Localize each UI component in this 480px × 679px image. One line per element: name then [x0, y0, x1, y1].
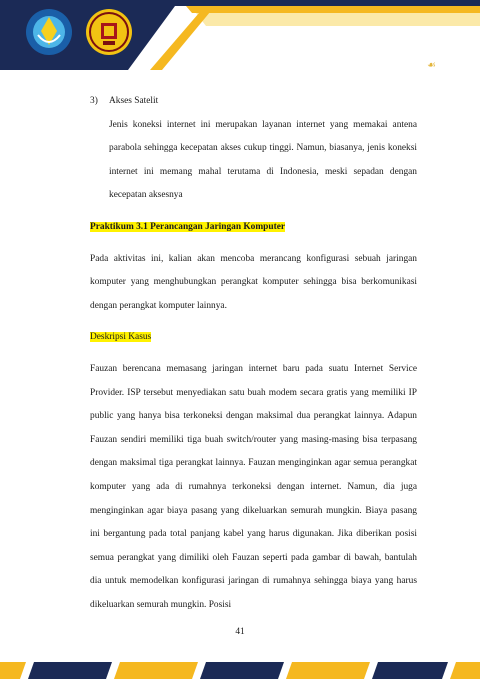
- list-title: Akses Satelit: [109, 96, 159, 106]
- section-heading: [90, 216, 417, 240]
- footer-banner: [0, 662, 480, 679]
- header-banner: [0, 0, 480, 70]
- practicum-body: Pada aktivitas ini, kalian akan mencoba merancang konfigurasi sebuah jaringan komputer yang menghubungkan perangkat komputer sehingga bisa berkomunikasi dengan perangkat komputer lainnya.: [90, 253, 417, 311]
- list-number: 3): [90, 96, 98, 106]
- ornament-icon: ☙: [427, 60, 436, 71]
- list-body: Jenis koneksi internet ini merupakan layanan internet yang memakai antena parabola sehingga kecepatan akses cukup tinggi. Namun, biasanya, jenis koneksi internet ini memang mahal terutama di Indonesia, meski sepadan dengan kecepatan aksesnya: [109, 119, 417, 201]
- university-logo: [86, 9, 132, 55]
- document-body: [90, 90, 417, 617]
- kemdikbud-logo: [26, 9, 72, 55]
- case-title: Deskripsi Kasus: [90, 332, 152, 343]
- case-body: Fauzan berencana memasang jaringan internet baru pada suatu Internet Service Provider. ISP tersebut menyediakan satu buah modem secara gratis yang memiliki IP public yang hanya bisa terkoneksi dengan maksimal dua perangkat lainnya. Adapun Fauzan sendiri memiliki tiga buah switch/router yang masing-masing bisa terpasang dengan maksimal tiga perangkat lainnya. Fauzan menginginkan agar semua perangkat komputer yang ada di rumahnya terkoneksi dengan internet. Namun, dia juga menginginkan agar biaya pasang yang dikeluarkan semurah mungkin. Biaya pasang ini bergantung pada total panjang kabel yang harus digunakan. Jika diberikan posisi semua perangkat yang dimiliki oleh Fauzan seperti pada gambar di bawah, bantulah dia untuk memodelkan konfigurasi jaringan di rumahnya sehingga biaya yang harus dikeluarkan semurah mungkin. Posisi: [90, 363, 417, 610]
- page-number: 41: [235, 627, 245, 637]
- practicum-title: Praktikum 3.1 Perancangan Jaringan Komputer: [90, 221, 286, 232]
- section-heading: [90, 326, 417, 350]
- list-item: [90, 90, 417, 114]
